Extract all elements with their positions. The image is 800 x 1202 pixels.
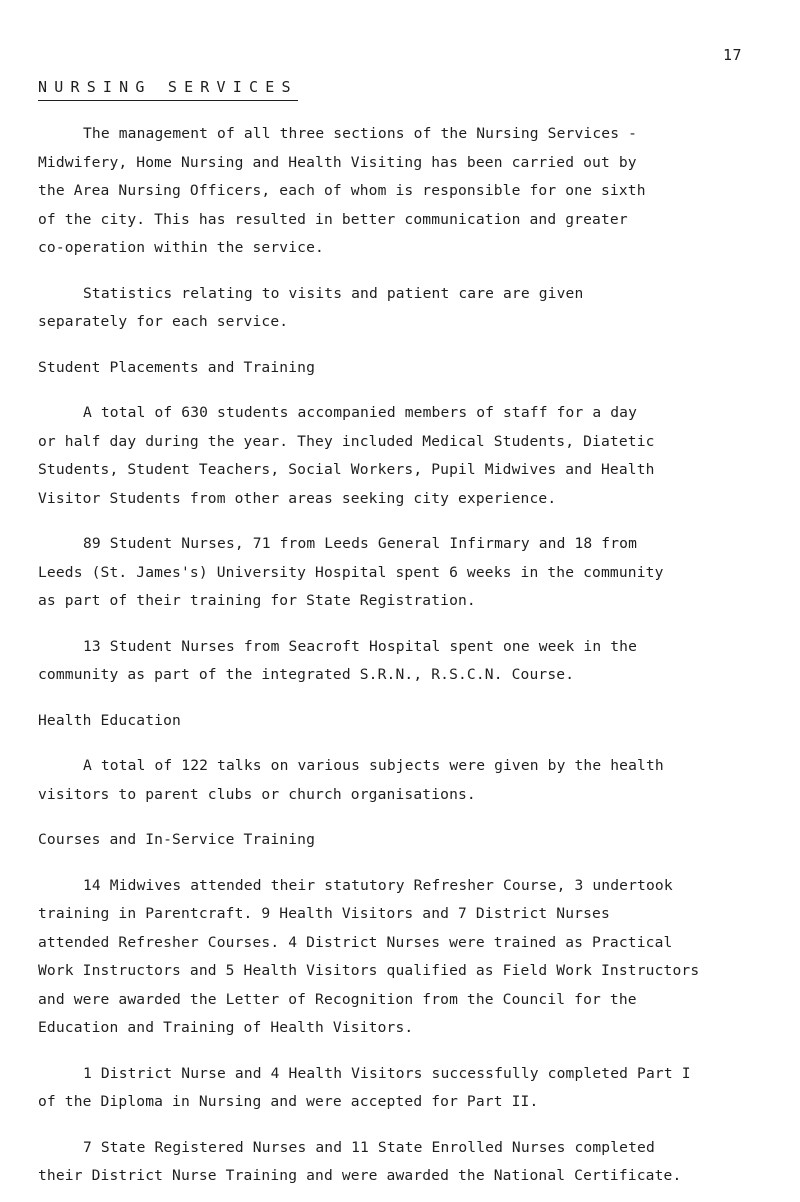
section-title: NURSING SERVICES: [38, 78, 298, 101]
paragraph-statistics: Statistics relating to visits and patient care are given separately for each service.: [38, 284, 584, 330]
paragraph-midwives: 14 Midwives attended their statutory Refresher Course, 3 undertook training in Parentcraft. 9 Health Visitors and 7 District Nurses attended Refresher Courses. 4 District Nurses were trained as Practical Work Instructors and 5 Health Visitors qualified as Field Work Instructors and were awarded the Letter of Recognition from the Council for the Education and Training of Health Visitors.: [38, 876, 700, 1036]
paragraph-talks: A total of 122 talks on various subjects were given by the health visitors to parent clubs or church organisations.: [38, 757, 664, 803]
paragraph-students-total: A total of 630 students accompanied members of staff for a day or half day during the year. They included Medical Students, Diatetic Students, Student Teachers, Social Workers, Pupil Midwives and Health Visitor Students from other areas seeking city experience.: [38, 404, 655, 507]
paragraph-diploma: 1 District Nurse and 4 Health Visitors successfully completed Part I of the Diploma in Nursing and were accepted for Part II.: [38, 1064, 691, 1110]
heading-student-placements: Student Placements and Training: [38, 358, 316, 376]
heading-courses-training: Courses and In-Service Training: [38, 831, 316, 848]
paragraph-student-nurses: 89 Student Nurses, 71 from Leeds General Infirmary and 18 from Leeds (St. James's) University Hospital spent 6 weeks in the community as part of their training for State Registration.: [38, 535, 664, 609]
paragraph-seacroft: 13 Student Nurses from Seacroft Hospital spent one week in the community as part of the integrated S.R.N., R.S.C.N. Course.: [38, 637, 638, 683]
paragraph-district-nurse-training: 7 State Registered Nurses and 11 State Enrolled Nurses completed their District Nurse Training and were awarded the National Certificate.: [38, 1138, 682, 1184]
heading-health-education: Health Education: [38, 711, 181, 729]
paragraph-management: The management of all three sections of the Nursing Services - Midwifery, Home Nursing and Health Visiting has been carried out by the Area Nursing Officers, each of whom is responsible for one sixth of the city. This has resulted in better communication and greater co-operation within the service.: [38, 125, 646, 256]
page-number: 17: [722, 46, 742, 64]
document-body: [38, 120, 778, 1191]
